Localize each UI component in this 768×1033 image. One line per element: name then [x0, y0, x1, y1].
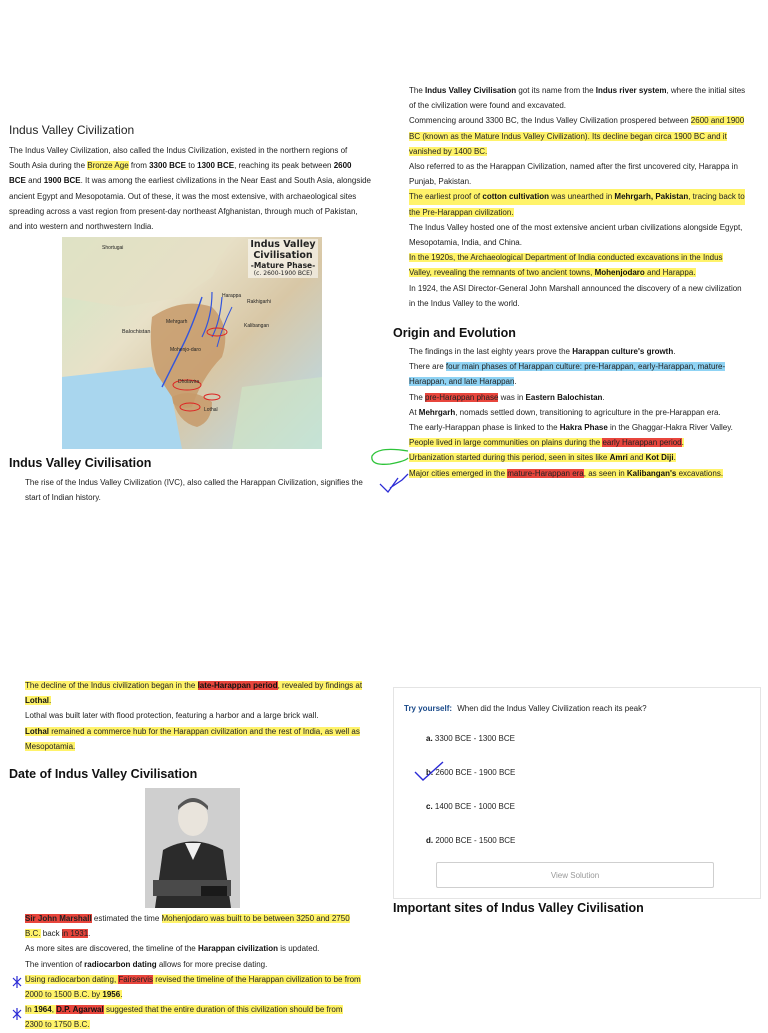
- rise-paragraph: The rise of the Indus Valley Civilization (IVC), also called the Harappan Civilization, signifies the start of Indian history.: [25, 478, 363, 503]
- map-title: Indus Valley Civilisation -Mature Phase- (c. 2600-1900 BCE): [248, 239, 318, 278]
- origin-list: The findings in the last eighty years prove the Harappan culture's growth. There are four main phases of Harappan culture: pre-Harappan, early-Harappan, mature- Harappan, and late Harappan. The pre-Harappan phase was in Eastern Balochistan. At Mehrgarh, nomads settled down, transitioning to agriculture in the pre-Harappan era. The early-Harappan phase is linked to the Hakra Phase in the Ghaggar-Hakra River Valley. People lived in large communities on plains during the early Harappan period. Urbanization started during this period, seen in sites like Amri and Kot Diji. Major cities emerged in the mature-Harappan era, as seen in Kalibangan's excavations.: [409, 347, 733, 478]
- date-list: Sir John Marshall estimated the time Mohenjodaro was built to be between 3250 and 2750 B.C. back in 1931. As more sites are discovered, the timeline of the Harappan civilization is updated. The invention of radiocarbon dating allows for more precise dating. Using radiocarbon dating, Fairservis revised the timeline of the Harappan civilization to be from 2000 to 1500 B.C. by 1956. In 1964, D.P. Agarwal suggested that the entire duration of this civilization should be from 2300 to 1750 B.C.: [25, 914, 361, 1030]
- option-a[interactable]: a. 3300 BCE - 1300 BCE: [426, 734, 515, 743]
- map-label: Mohenjo-daro: [170, 347, 201, 353]
- quiz-question: Try yourself: When did the Indus Valley Civilization reach its peak?: [404, 704, 647, 713]
- john-marshall-photo: [145, 788, 240, 908]
- pen-annotation-icon: [368, 444, 412, 496]
- map-label: Dholavira: [178, 379, 200, 385]
- heading-date: Date of Indus Valley Civilisation: [9, 767, 198, 781]
- section-title: Indus Valley Civilization: [9, 123, 135, 137]
- view-solution-button[interactable]: View Solution: [436, 862, 714, 888]
- option-c[interactable]: c. 1400 BCE - 1000 BCE: [426, 802, 515, 811]
- intro-paragraph: The Indus Valley Civilization, also called the Indus Civilization, existed in the northern regions of South Asia during the Bronze Age from 3300 BCE to 1300 BCE, reaching its peak between 2600 BCE and 1900 BCE. It was among the earliest civilizations in the Near East and South Asia, alongside ancient Egypt and Mesopotamia. Out of these, it was the most extensive, with archaeological sites spreading across a vast region from present-day northeast Afghanistan, through much of Pakistan, and into western and northwestern India.: [9, 146, 371, 232]
- map-label: Harappa: [222, 293, 242, 299]
- map-label: Mehrgarh: [166, 319, 188, 325]
- map-label: Shortugai: [102, 245, 124, 251]
- map-label: Balochistan: [122, 329, 151, 335]
- heading-ivc: Indus Valley Civilisation: [9, 456, 152, 470]
- right-intro: The Indus Valley Civilisation got its name from the Indus river system, where the initial sites of the civilization were found and excavated. Commencing around 3300 BC, the Indus Valley Civilization prospered between 2600 and 1900 BC (known as the Mature Indus Valley Civilization). Its decline began circa 1900 BC and it vanished by 1400 BC. Also referred to as the Harappan Civilization, named after the first uncovered city, Harappa in Punjab, Pakistan. The earliest proof of cotton cultivation was unearthed in Mehrgarh, Pakistan, tracing back to the Pre-Harappan civilization. The Indus Valley hosted one of the most extensive ancient urban civilizations alongside Egypt, Mesopotamia, India, and China. In the 1920s, the Archaeological Department of India conducted excavations in the Indus Valley, revealing the remnants of two ancient towns, Mohenjodaro and Harappa. In 1924, the ASI Director-General John Marshall announced the discovery of a new civilization in the Indus Valley to the world.: [409, 86, 746, 308]
- asterisk-annotation-icon: [10, 974, 26, 1022]
- checkmark-annotation-icon: [412, 760, 446, 782]
- map-label: Lothal: [204, 407, 218, 413]
- quiz-card: [393, 687, 761, 899]
- map-label: Rakhigarhi: [247, 299, 271, 305]
- heading-origin: Origin and Evolution: [393, 326, 516, 340]
- decline-list: The decline of the Indus civilization began in the late-Harappan period, revealed by findings at Lothal. Lothal was built later with flood protection, featuring a harbor and a large brick wall. Lothal remained a commerce hub for the Harappan civilization and the rest of India, as well as Mesopotamia.: [25, 681, 363, 751]
- map-label: Kalibangan: [244, 323, 270, 329]
- option-b[interactable]: b. 2600 BCE - 1900 BCE: [426, 768, 516, 777]
- option-d[interactable]: d. 2000 BCE - 1500 BCE: [426, 836, 516, 845]
- ivc-map-image: [62, 237, 322, 449]
- heading-sites: Important sites of Indus Valley Civilisation: [393, 901, 644, 915]
